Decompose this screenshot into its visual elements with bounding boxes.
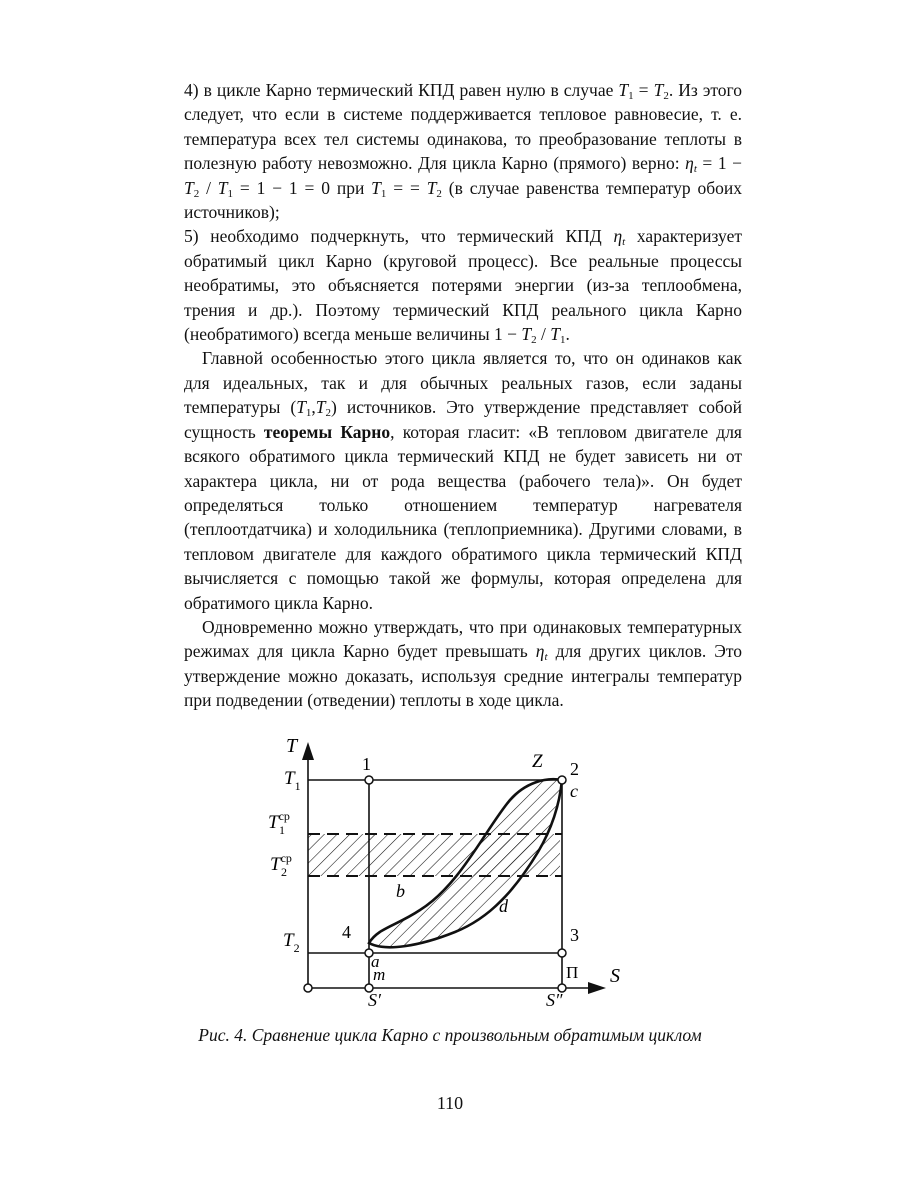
t-axis-arrow: [302, 742, 314, 760]
point-2-label: 2: [570, 759, 579, 779]
z-label: Z: [532, 751, 543, 772]
figure-caption: Рис. 4. Сравнение цикла Карно с произвольным обратимым циклом: [198, 1025, 702, 1045]
paragraph-item-4: 4) в цикле Карно термический КПД равен нулю в случае $T_1 = T_2$. Из этого следует, что если в системе поддерживается тепловое равновесие, т. е. температура всех тел системы одинакова, то преобразование теплоты в полезную работу невозможно. Для цикла Карно (прямого) верно: $\eta_t = 1 - T_2 / T_1 = 1 - 1 = 0$ при $T_1$ = = $T_2$ (в случае равенства температур обоих источников);: [184, 80, 742, 223]
s-axis-arrow: [588, 982, 606, 994]
b-label: b: [396, 881, 405, 901]
s-prime-label: S′: [368, 990, 381, 1010]
t-axis-label: T: [286, 735, 298, 757]
point-4-label: 4: [342, 922, 351, 942]
d-label: d: [499, 896, 508, 916]
point-2: [558, 776, 566, 784]
origin-point: [304, 984, 312, 992]
a-label: a: [371, 952, 380, 971]
pi-label: П: [566, 963, 579, 982]
point-3-label: 3: [570, 925, 579, 945]
paragraph-item-5: 5) необходимо подчеркнуть, что термический КПД $\eta_t$ характеризует обратимый цикл Карно (круговой процесс). Все реальные процессы необратимы, это объясняется потерями энергии (из-за теплообмена, трения и др.). Поэтому термический КПД реального цикла Карно (необратимого) всегда меньше величины $1 - T_2 / T_1$.: [184, 226, 742, 347]
point-3: [558, 949, 566, 957]
t1-average-label: $T^{ср}$ 1: [268, 809, 290, 837]
s-double-prime-label: S″: [546, 990, 563, 1010]
point-1-label: 1: [362, 754, 371, 774]
t2-average-label: $T^{ср}$ 2: [270, 851, 292, 879]
t2-label: $T_2$: [283, 930, 300, 955]
point-1: [365, 776, 373, 784]
c-label: c: [570, 781, 578, 801]
page-number: 110: [436, 1093, 464, 1113]
m-label: m: [373, 965, 386, 984]
paragraph-carnot-theorem: Главной особенностью этого цикла является то, что он одинаков как для идеальных, так и для обычных реальных газов, если заданы температуры $(T_1,T_2)$ источников. Это утверждение представляет собой сущность теоремы Карно, которая гласит: «В тепловом двигателе для всякого обратимого цикла термический КПД не будет зависеть ни от характера цикла, ни от рода вещества (рабочего тела)». Он будет определяться только отношением температур нагревателя (теплоотдатчика) и холодильника (теплоприемника). Другими словами, в тепловом двигателе для каждого обратимого цикла термический КПД вычисляется с помощью такой же формулы, которая определена для обратимого цикла Карно.: [184, 348, 742, 613]
paragraph-average-temperatures: Одновременно можно утверждать, что при одинаковых температурных режимах для цикла Карно будет превышать $\eta_t$ для других циклов. Это утверждение можно доказать, используя средние интегралы температур при подведении (отведении) теплоты в ходе цикла.: [184, 616, 742, 711]
t1-label: $T_1$: [284, 768, 301, 793]
s-axis-label: S: [610, 965, 620, 987]
